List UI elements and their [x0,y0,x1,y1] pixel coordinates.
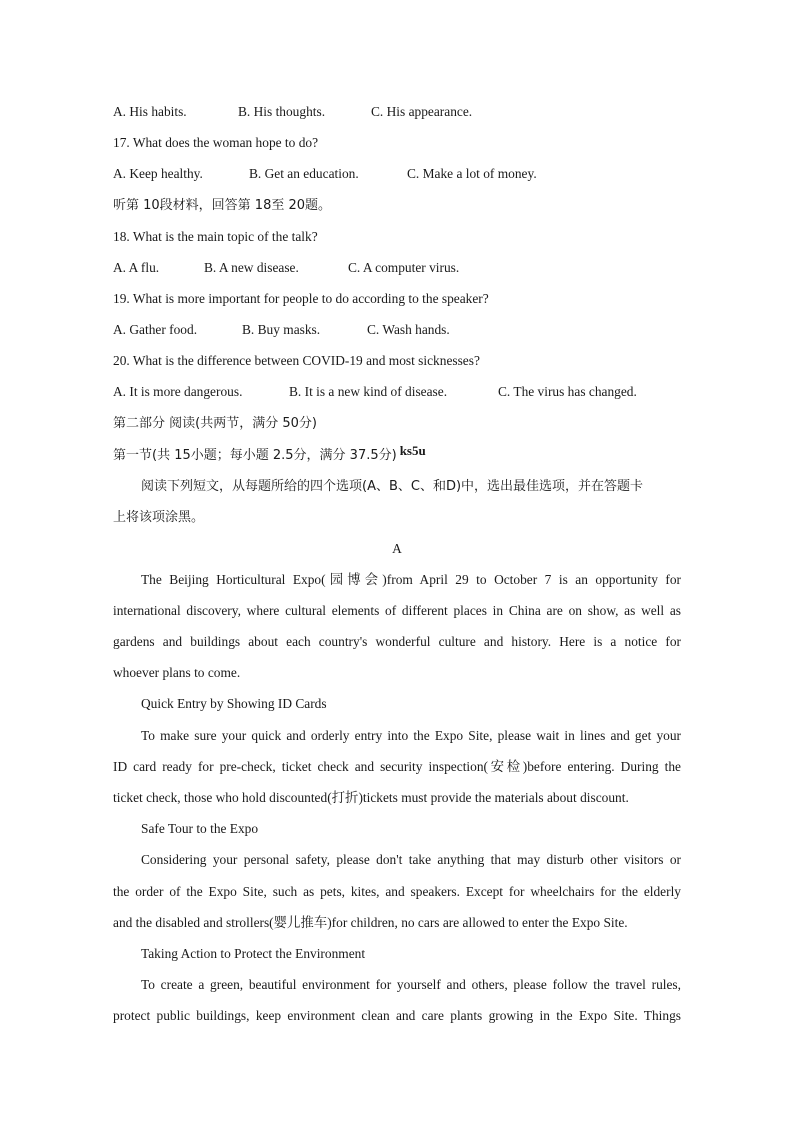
q16-option-c: C. His appearance. [371,104,473,119]
para1-line-3: ticket check, those who hold discounted(打折)tickets must provide the materials about discount. [113,790,629,805]
para2-line-3: and the disabled and strollers(婴儿推车)for children, no cars are allowed to enter the Expo Site. [113,915,628,930]
section-heading-environment: Taking Action to Protect the Environment [141,946,366,961]
q19-options [113,321,681,339]
q16-options [113,103,681,121]
para3-line-1: To create a green, beautiful environment for yourself and others, please follow the travel rules, [141,977,681,992]
section-10-instruction: 听第 10段材料，回答第 18至 20题。 [113,198,332,213]
watermark-text: ks5u [399,443,426,458]
q20-option-a: A. It is more dangerous. [113,384,243,399]
q17-option-b: B. Get an education. [249,166,359,181]
q17-question: 17. What does the woman hope to do? [113,135,319,150]
para1-line-2: ID card ready for pre-check, ticket check and security inspection(安检)before entering. During the [113,759,681,774]
section-heading-safe-tour: Safe Tour to the Expo [141,821,259,836]
q17-options [113,165,681,183]
para2-line-2: the order of the Expo Site, such as pets, kites, and speakers. Except for wheelchairs for the elderly [113,884,681,899]
intro-line-2: international discovery, where cultural elements of different places in China are on show, as well as [113,603,681,618]
para1-line-1: To make sure your quick and orderly entry into the Expo Site, please wait in lines and get your [141,728,681,743]
section-heading-quick-entry: Quick Entry by Showing ID Cards [141,696,327,711]
reading-instruction-line-1: 阅读下列短文，从每题所给的四个选项(A、B、C、和D)中，选出最佳选项，并在答题卡 [141,479,644,494]
q19-option-a: A. Gather food. [113,322,198,337]
q18-option-a: A. A flu. [113,260,160,275]
q17-option-c: C. Make a lot of money. [407,166,537,181]
section-one-heading [113,443,681,465]
q20-question: 20. What is the difference between COVID-19 and most sicknesses? [113,353,480,368]
q19-option-c: C. Wash hands. [367,322,450,337]
part-two-heading: 第二部分 阅读(共两节，满分 50分) [113,416,317,431]
q20-option-b: B. It is a new kind of disease. [289,384,448,399]
intro-line-1: The Beijing Horticultural Expo(园博会)from April 29 to October 7 is an opportunity for [141,572,681,587]
q19-question: 19. What is more important for people to do according to the speaker? [113,291,489,306]
passage-label: A [392,541,402,556]
q18-options [113,259,681,277]
q18-option-b: B. A new disease. [204,260,299,275]
section-one-heading-text: 第一节(共 15小题；每小题 2.5分，满分 37.5分) [113,448,397,463]
q17-option-a: A. Keep healthy. [113,166,203,181]
q16-option-a: A. His habits. [113,104,187,119]
q20-options [113,383,681,401]
q19-option-b: B. Buy masks. [242,322,321,337]
intro-line-3: gardens and buildings about each country's wonderful culture and history. Here is a notice for [113,634,681,649]
q20-option-c: C. The virus has changed. [498,384,637,399]
intro-line-4: whoever plans to come. [113,665,241,680]
q16-option-b: B. His thoughts. [238,104,326,119]
para3-line-2: protect public buildings, keep environment clean and care plants growing in the Expo Site. Things [113,1008,681,1023]
para2-line-1: Considering your personal safety, please don't take anything that may disturb other visitors or [141,852,681,867]
reading-instruction-line-2: 上将该项涂黑。 [113,510,205,525]
q18-option-c: C. A computer virus. [348,260,460,275]
q18-question: 18. What is the main topic of the talk? [113,229,318,244]
